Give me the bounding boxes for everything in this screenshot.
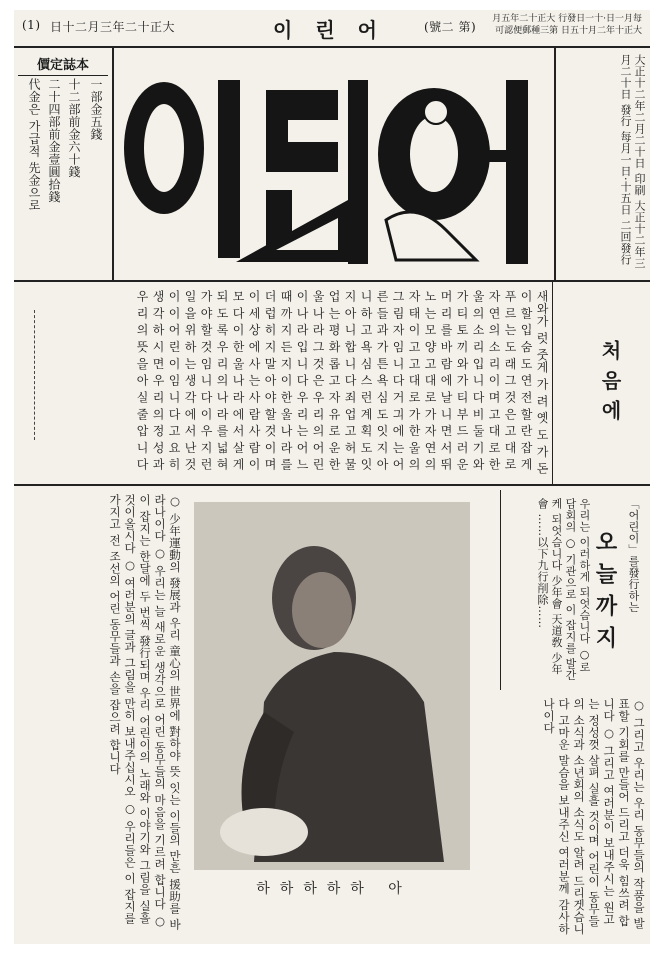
page-header — [14, 10, 650, 48]
notice-body: 우리는 이러하게 되엇슴니다 ○로담회의 ○ 기관으로 이 잡지를 발간케 되엇슴니다 少年會 天道敎 少年會 ……以下九行削除…… — [536, 498, 591, 681]
right-column-text: ○ 그리고 우리는 우리 동무들의 작품을 발표할 기회를 만들어 드리고 더욱 힘쓰려 합니다 ○ 그리고 여러분이 보내주시는 원고는 정성껏 살펴 실흘 것이며 어린이 동무들의 소식과 소년회의 소식도 알려 드리겟슴니다 고마운 말슴을 보내주신 여러분께 감사하나이다 — [542, 698, 646, 935]
essay-body: 새와가 럿 줏게 가 려 옛 도 가 돈 이 할 입 숨 도 연 전 할 란 잡 게 푸 르 는 도 래 그 것 은 고 대 로 자 연 의 소 리 이 며 고 대 로 한 울 의 소 리 입 니 다 비 둘 기 와 가 티 토 끼 와 가 티 부 드 러 운 머 리 를 바 람 에 날 니 면 서 뛰 노 는 모 양 고 대 로 가 자 연 의 자 태 이 고 고 대 로 가 한 울 의 그 림 자 임 니 다 거 긔 에 는 어 른 들 과 가 튼 욕 심 도 잇 지 아 니 하 고 욕 심 스 런 계 획 도 잇 지 아 니 합 니 다 죄 업 고 허 물 업 는 평 화 롭 고 자 유 로 운 한 울 나 라 그 것 은 우 리 의 어 린 이 나 라 입 니 다 우 리 는 어 느 때 까 지 든 지 이 한 울 나 라 를 더 럽 히 지 말 아 야 할 것 이 며 이 세 상 에 사 는 사 람 사 람 이 모 다 이 한 울 나 라 에 서 살 게 되 도 록 우 리 의 나 라 를 넓 혀 가 야 할 것 임 니 다 이 우 지 런 일 을 위 하 는 생 각 에 서 난 것 이 이 어 린 이 임 니 다 고 요 히 생 각 하 시 면 우 리 의 정 성 과 우 리 의 뜻 을 아 실 줄 압 니 다 — [135, 290, 549, 479]
notice-box — [500, 490, 647, 690]
decorative-dashes — [34, 310, 45, 440]
photo-caption: 하하하하하 아 — [256, 881, 412, 897]
essay-title-divider — [552, 282, 553, 484]
essay-bottom-rule — [14, 484, 650, 486]
postal-info: 月五年二十正大 行發日一十·日一月每 可認便郵種三第 日五十月二年十正大 — [492, 14, 642, 36]
publication-dates: 大正十二年二月二十日 印刷 大正十二年三月二十日 發行 每月一日·十五日 二回發行 — [619, 54, 646, 269]
header-title: 이 린 어 — [273, 18, 385, 42]
price-row-3: 二十四部前金壹圓拾錢 — [47, 78, 61, 203]
masthead-lettering — [116, 50, 552, 280]
photo-image — [194, 502, 470, 870]
notice-kicker: 「어린이」를發行하는 — [627, 498, 640, 613]
masthead-bottom-rule — [14, 280, 650, 282]
pubinfo-divider — [554, 48, 556, 280]
boy-photo — [194, 502, 470, 870]
issue-number: (1) — [22, 18, 41, 32]
essay-title: 처음에 — [598, 340, 622, 430]
notice-headline: 오늘까지 — [592, 530, 618, 658]
publication-info — [560, 54, 646, 276]
newspaper-page — [14, 10, 650, 944]
issue-date: 日十二月三年二十正大 — [50, 20, 176, 34]
left-column-text: ○ 少年運動의 發展과 우리 童心의 世界에 對하야 뜻 잇는 이들의 만흔 援助를 바라나이다 ○ 우리는 늘 새로운 생각으로 어린 동무들의 마음을 기르려 합니다 ○ 이 잡지는 한달에 두 번씩 發行되며 우리 어린이의 노래와 이야기와 그림을 실흘 것이올시다 ○ 여러분의 글과 그림을 만히 보내주십시오 ○ 우리들은 이 잡지를 가지고 전 조선의 어린 동무들과 손을 잡으려 합니다 — [108, 494, 182, 933]
subscription-price-box — [18, 54, 108, 276]
issue-volume: (號二 第) — [424, 20, 477, 34]
price-divider — [112, 48, 114, 280]
price-title: 價定誌本 — [18, 54, 108, 76]
price-row-2: 十二部前金六十錢 — [67, 78, 81, 178]
masthead-logo — [116, 50, 552, 280]
price-row-1: 一部金五錢 — [89, 78, 103, 141]
price-row-4: 代金은 가급적 先金으로 — [27, 78, 41, 212]
